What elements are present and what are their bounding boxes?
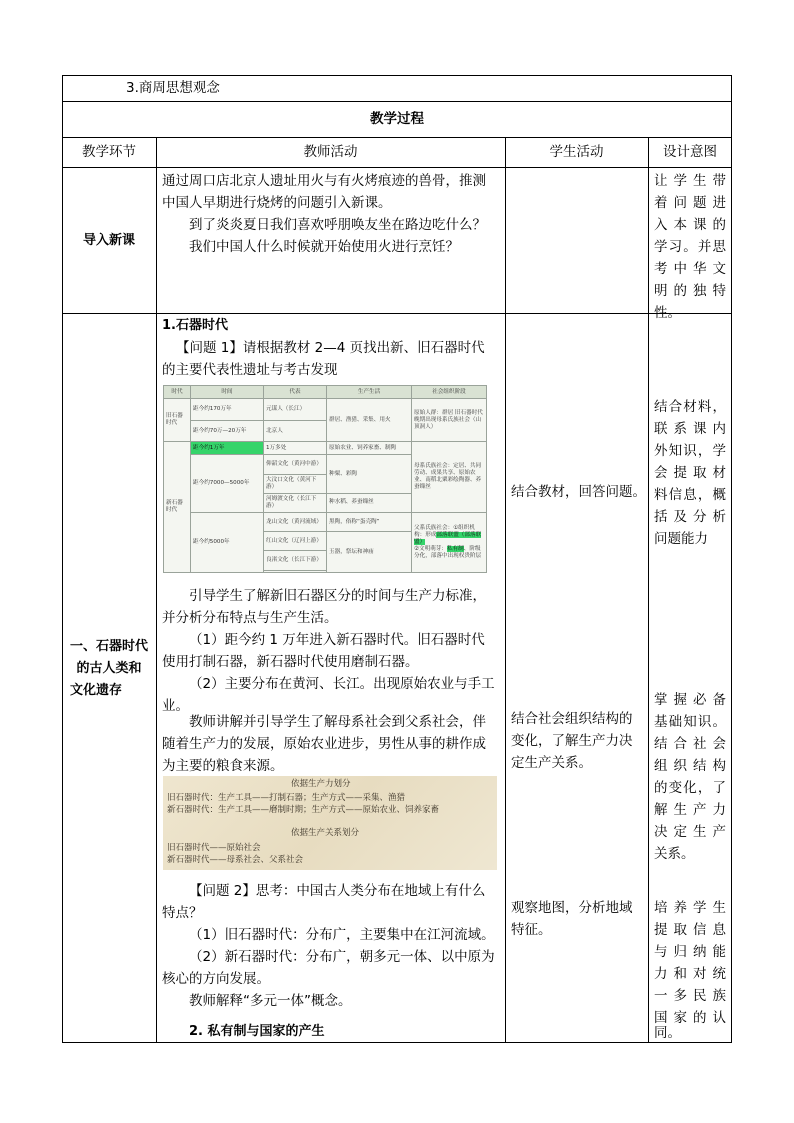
fig-cell: 原始人群：群居 旧石器时代晚期出现母系氏族社会（山顶洞人） xyxy=(412,399,487,442)
intent-line: 结合材料， xyxy=(654,399,726,415)
fig-text: ②文明萌芽： xyxy=(414,545,447,552)
fig-cell xyxy=(264,570,327,573)
note-figure xyxy=(163,776,497,870)
stage-intro: 导入新课 xyxy=(82,233,135,248)
fig-text: 、阶级分化，部落中出现权贵阶层 xyxy=(414,545,482,559)
fig-cell: 元谋人（长江） xyxy=(264,399,327,421)
paragraph: 教师讲解并引导学生了解母系社会到父系社会，伴随着生产力的发展，原始农业进步，男性从事的耕作成为主要的粮食来源。 xyxy=(162,714,486,774)
intent-line: 国家的认 xyxy=(654,1010,726,1026)
fig-cell: 距今约5000年 xyxy=(191,512,264,572)
intro-text-line: 中国人早期进行烧烤的问题引入新课。 xyxy=(162,195,392,211)
intent-line: 入本课的 xyxy=(654,217,726,233)
intent-line: 让学生带 xyxy=(654,173,726,189)
fig-cell: 种粟、彩陶 xyxy=(327,455,412,493)
intro-text-line: 我们中国人什么时候就开始使用火进行烹饪？ xyxy=(189,239,459,255)
row-divider xyxy=(62,313,732,314)
fig-cell: 龙山文化（黄河流域） xyxy=(264,512,327,531)
intent-line: 组织结构 xyxy=(654,758,726,774)
fig-cell: 新石器时代 xyxy=(164,442,191,573)
question-2: 【问题 2】思考：中国古人类分布在地域上有什么特点？ xyxy=(162,883,486,921)
fig-cell: 旧石器时代 xyxy=(164,399,191,442)
heading-private-ownership: 2. 私有制与国家的产生 xyxy=(189,1024,325,1039)
intent-line: 会提取材 xyxy=(654,465,726,481)
intent-line: 明的独特 xyxy=(654,283,726,299)
fig-highlight: 私有制 xyxy=(446,545,464,552)
student-activity: 结合教材，回答问题。 xyxy=(511,484,646,500)
fig-text: 父系氏族社会：①组织机构：形成 xyxy=(414,524,475,538)
col-divider xyxy=(648,137,649,1043)
intro-text-line: 通过周口店北京人遗址用火与有火烤痕迹的兽骨，推测 xyxy=(162,173,486,189)
intent-line: 问题能力 xyxy=(654,531,708,547)
student-activity: 结合社会组织结构的变化，了解生产力决定生产关系。 xyxy=(511,711,633,771)
col-divider xyxy=(505,137,506,1043)
fig-header: 社会组织阶段 xyxy=(412,386,487,399)
intent-line: 联系课内 xyxy=(654,421,726,437)
stage-stone-age: 一、石器时代 xyxy=(69,639,148,654)
column-header-student: 学生活动 xyxy=(549,144,604,160)
intent-line: 力和对统 xyxy=(654,966,726,982)
fig-header: 时间 xyxy=(191,386,264,399)
intent-line: 结合社会 xyxy=(654,736,726,752)
intent-line: 考中华文 xyxy=(654,261,726,277)
fig-cell: 北京人 xyxy=(264,420,327,442)
intent-line: 解生产力 xyxy=(654,802,726,818)
note-line: 旧石器时代——原始社会 xyxy=(167,843,261,853)
fig-cell: 良渚文化（长江下游） xyxy=(264,551,327,570)
fig-cell: 距今约70万—20万年 xyxy=(191,420,264,442)
intent-line: 基础知识。 xyxy=(654,714,726,730)
column-header-intent: 设计意图 xyxy=(663,144,717,160)
intent-line: 括及分析 xyxy=(654,509,726,525)
fig-cell: 距今约170万年 xyxy=(191,399,264,421)
intent-line: 同。 xyxy=(654,1025,681,1041)
fig-highlight: 部落 xyxy=(436,531,448,538)
col-divider xyxy=(156,137,157,1043)
note-line: 旧石器时代：生产工具——打制石器；生产方式——采集、渔猎 xyxy=(167,793,406,803)
column-header-stage: 教学环节 xyxy=(82,144,136,160)
fig-cell-highlight: 距今约1万年 xyxy=(191,442,264,455)
intent-line: 掌握必备 xyxy=(654,692,726,708)
fig-cell: 大汶口文化（黄河下游） xyxy=(264,474,327,493)
fig-cell: 红山文化（辽河上游） xyxy=(264,532,327,551)
intent-line: 提取信息 xyxy=(654,922,726,938)
note-line: 新石器时代：生产工具——磨制时期；生产方式——原始农业、饲养家畜 xyxy=(167,805,440,815)
fig-cell: 原始农业、饲养家畜、制陶 xyxy=(327,442,412,455)
header-line: 3.商周思想观念 xyxy=(126,80,220,96)
fig-highlight: 联盟（部落联盟） xyxy=(414,531,482,545)
fig-header: 生产生活 xyxy=(327,386,412,399)
note-title: 依据生产关系划分 xyxy=(291,828,360,838)
row-divider xyxy=(62,101,732,102)
section-title: 教学过程 xyxy=(370,111,424,127)
fig-cell: 河姆渡文化（长江下游） xyxy=(264,493,327,512)
fig-cell: 种水稻、养蚕缫丝 xyxy=(327,493,412,512)
fig-cell-patriarchal xyxy=(412,512,487,572)
intent-line: 与归纳能 xyxy=(654,944,726,960)
fig-cell: 玉器，祭坛和神庙 xyxy=(327,532,412,573)
intent-line: 学习。并思 xyxy=(654,239,726,255)
fig-cell: 距今约7000—5000年 xyxy=(191,455,264,513)
intent-line: 性。 xyxy=(654,305,681,321)
stage-stone-age: 的古人类和 xyxy=(76,661,142,676)
stage-stone-age: 文化遗存 xyxy=(70,683,123,698)
intent-line: 外知识，学 xyxy=(654,443,726,459)
fig-cell: 黑陶，俗称“蛋壳陶” xyxy=(327,512,412,531)
intent-line: 着问题进 xyxy=(654,195,726,211)
intent-line: 料信息，概 xyxy=(654,487,726,503)
row-divider xyxy=(62,167,732,168)
paragraph: （1）距今约 1 万年进入新石器时代。旧石器时代使用打制石器，新石器时代使用磨制石器。 xyxy=(162,632,485,670)
stone-age-table-figure xyxy=(163,385,487,573)
fig-cell: 群居、渔猎、采集、用火 xyxy=(327,399,412,442)
intro-text-line: 到了炎炎夏日我们喜欢呼朋唤友坐在路边吃什么？ xyxy=(189,217,486,233)
intent-line: 的变化，了 xyxy=(654,780,726,796)
student-activity: 观察地图，分析地域特征。 xyxy=(511,900,633,938)
intent-line: 培养学生 xyxy=(654,900,726,916)
fig-header: 代表 xyxy=(264,386,327,399)
note-line: 新石器时代——母系社会、父系社会 xyxy=(167,855,304,865)
intent-line: 关系。 xyxy=(654,846,695,862)
question-1: 【问题 1】请根据教材 2—4 页找出新、旧石器时代 xyxy=(176,340,485,356)
fig-cell: 仰韶文化（黄河中游） xyxy=(264,455,327,474)
intent-line: 一多民族 xyxy=(654,988,726,1004)
fig-cell: 1万多处 xyxy=(264,442,327,455)
paragraph: （2）主要分布在黄河、长江。出现原始农业与手工业。 xyxy=(162,676,495,714)
fig-cell: 母系氏族社会：定居、共同劳动、成果共享、原始农业、南稻北粟彩绘陶器、养蚕缫丝 xyxy=(412,442,487,513)
column-header-teacher: 教师活动 xyxy=(303,144,358,160)
paragraph: （2）新石器时代：分布广，朝多元一体、以中原为核心的方向发展。 xyxy=(162,949,495,987)
paragraph: （1）旧石器时代：分布广，主要集中在江河流域。 xyxy=(189,927,495,943)
heading-stone-age: 1.石器时代 xyxy=(162,318,228,333)
intent-line: 决定生产 xyxy=(654,824,726,840)
note-title: 依据生产力划分 xyxy=(291,779,351,789)
row-divider xyxy=(62,137,732,138)
paragraph: 教师解释“多元一体”概念。 xyxy=(189,993,352,1009)
paragraph: 引导学生了解新旧石器区分的时间与生产力标准，并分析分布特点与生产生活。 xyxy=(162,588,486,626)
question-1: 的主要代表性遗址与考古发现 xyxy=(162,362,338,378)
fig-header: 时代 xyxy=(164,386,191,399)
